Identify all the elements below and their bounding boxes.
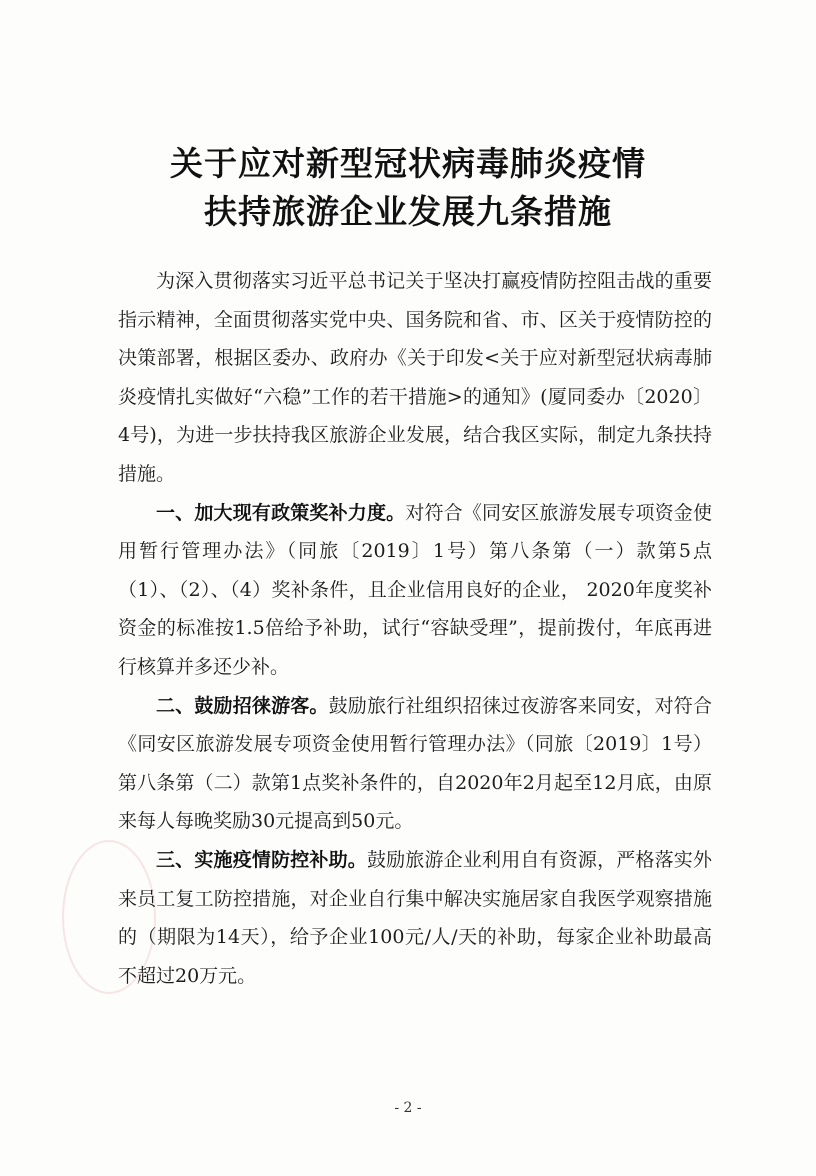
document-body: [118, 262, 712, 995]
section-heading-3: 三、实施疫情防控补助。: [156, 848, 367, 871]
intro-paragraph: 为深入贯彻落实习近平总书记关于坚决打赢疫情防控阻击战的重要指示精神，全面贯彻落实党中央、国务院和省、市、区关于疫情防控的决策部署，根据区委办、政府办《关于印发<关于应对新型冠状病毒肺炎疫情扎实做好“六稳”工作的若干措施>的通知》(厦同委办〔2020〕4号)，为进一步扶持我区旅游企业发展，结合我区实际，制定九条扶持措施。: [118, 270, 712, 485]
section-text-3: 鼓励旅游企业利用自有资源，严格落实外来员工复工防控措施，对企业自行集中解决实施居家自我医学观察措施的（期限为14天），给予企业100元/人/天的补助，每家企业补助最高不超过20万元。: [118, 848, 712, 987]
document-title-line-2: 扶持旅游企业发展九条措施: [204, 192, 612, 231]
document-title-line-1: 关于应对新型冠状病毒肺炎疫情: [170, 144, 646, 183]
section-text-1: 对符合《同安区旅游发展专项资金使用暂行管理办法》（同旅〔2019〕1号）第八条第（一）款第5点（1）、（2）、（4）奖补条件，且企业信用良好的企业， 2020年度奖补资金的标准按1.5倍给予补助，试行“容缺受理”，提前拨付，年底再进行核算并多还少补。: [118, 501, 712, 678]
section-paragraph-2: [118, 687, 712, 841]
page-number: - 2 -: [394, 1100, 422, 1116]
section-paragraph-3: [118, 841, 712, 995]
section-paragraph-1: [118, 494, 712, 687]
section-heading-2: 二、鼓励招徕游客。: [156, 694, 329, 717]
section-heading-1: 一、加大现有政策奖补力度。: [156, 501, 406, 524]
section-text-2: 鼓励旅行社组织招徕过夜游客来同安，对符合《同安区旅游发展专项资金使用暂行管理办法》（同旅〔2019〕1号）第八条第（二）款第1点奖补条件的，自2020年2月起至12月底，由原来每人每晚奖励30元提高到50元。: [118, 694, 712, 833]
